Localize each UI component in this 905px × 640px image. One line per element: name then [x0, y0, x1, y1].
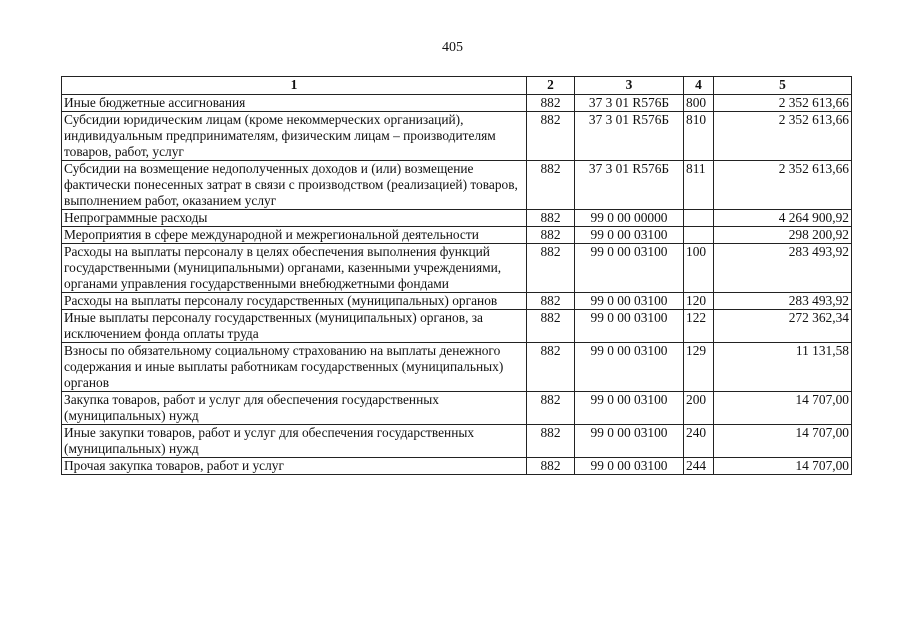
row-expense-type: 244 [684, 458, 714, 475]
row-admin-code: 882 [527, 343, 575, 392]
row-amount: 298 200,92 [714, 227, 852, 244]
row-description: Субсидии на возмещение недополученных доходов и (или) возмещение фактически понесенных затрат в связи с производством (реализацией) товаров, выполнением работ, оказанием услуг [62, 161, 527, 210]
row-expense-type: 129 [684, 343, 714, 392]
row-target-article: 99 0 00 03100 [575, 425, 684, 458]
row-description: Непрограммные расходы [62, 210, 527, 227]
table-row [62, 310, 852, 343]
row-amount: 283 493,92 [714, 244, 852, 293]
row-description: Иные закупки товаров, работ и услуг для обеспечения государственных (муниципальных) нужд [62, 425, 527, 458]
row-description: Закупка товаров, работ и услуг для обеспечения государственных (муниципальных) нужд [62, 392, 527, 425]
row-expense-type: 120 [684, 293, 714, 310]
row-admin-code: 882 [527, 293, 575, 310]
row-target-article: 99 0 00 03100 [575, 293, 684, 310]
table-body [62, 95, 852, 475]
table-row [62, 210, 852, 227]
budget-table [61, 76, 852, 475]
row-target-article: 99 0 00 03100 [575, 458, 684, 475]
row-admin-code: 882 [527, 425, 575, 458]
row-admin-code: 882 [527, 161, 575, 210]
row-description: Иные бюджетные ассигнования [62, 95, 527, 112]
header-col-1: 1 [62, 77, 527, 95]
row-amount: 14 707,00 [714, 425, 852, 458]
table-row [62, 244, 852, 293]
row-admin-code: 882 [527, 227, 575, 244]
row-amount: 14 707,00 [714, 458, 852, 475]
header-col-5: 5 [714, 77, 852, 95]
row-description: Субсидии юридическим лицам (кроме некоммерческих организаций), индивидуальным предпринимателям, физическим лицам – производителям товаров, работ, услуг [62, 112, 527, 161]
row-admin-code: 882 [527, 95, 575, 112]
row-amount: 2 352 613,66 [714, 161, 852, 210]
row-description: Взносы по обязательному социальному страхованию на выплаты денежного содержания и иные выплаты работникам государственных (муниципальных) органов [62, 343, 527, 392]
table-row [62, 112, 852, 161]
row-admin-code: 882 [527, 458, 575, 475]
row-amount: 11 131,58 [714, 343, 852, 392]
row-target-article: 99 0 00 00000 [575, 210, 684, 227]
table-row [62, 392, 852, 425]
table-row [62, 95, 852, 112]
row-expense-type: 240 [684, 425, 714, 458]
row-admin-code: 882 [527, 244, 575, 293]
table-row [62, 293, 852, 310]
row-target-article: 99 0 00 03100 [575, 227, 684, 244]
row-target-article: 99 0 00 03100 [575, 343, 684, 392]
row-description: Иные выплаты персоналу государственных (муниципальных) органов, за исключением фонда оплаты труда [62, 310, 527, 343]
header-col-4: 4 [684, 77, 714, 95]
row-amount: 272 362,34 [714, 310, 852, 343]
header-col-3: 3 [575, 77, 684, 95]
row-amount: 2 352 613,66 [714, 95, 852, 112]
header-col-2: 2 [527, 77, 575, 95]
row-target-article: 37 3 01 R576Б [575, 161, 684, 210]
row-amount: 2 352 613,66 [714, 112, 852, 161]
row-amount: 14 707,00 [714, 392, 852, 425]
row-amount: 283 493,92 [714, 293, 852, 310]
row-target-article: 37 3 01 R576Б [575, 112, 684, 161]
row-description: Прочая закупка товаров, работ и услуг [62, 458, 527, 475]
row-description: Расходы на выплаты персоналу в целях обеспечения выполнения функций государственными (муниципальными) органами, казенными учреждениями, органами управления государственными внебюджетными фондами [62, 244, 527, 293]
table-row [62, 161, 852, 210]
row-expense-type: 122 [684, 310, 714, 343]
row-expense-type: 810 [684, 112, 714, 161]
row-expense-type [684, 227, 714, 244]
row-expense-type: 800 [684, 95, 714, 112]
row-admin-code: 882 [527, 210, 575, 227]
table-row [62, 458, 852, 475]
page-number: 405 [442, 40, 463, 55]
table-row [62, 343, 852, 392]
row-target-article: 99 0 00 03100 [575, 392, 684, 425]
row-expense-type: 200 [684, 392, 714, 425]
row-expense-type [684, 210, 714, 227]
row-target-article: 37 3 01 R576Б [575, 95, 684, 112]
table-header-row [62, 77, 852, 95]
row-expense-type: 100 [684, 244, 714, 293]
row-description: Расходы на выплаты персоналу государственных (муниципальных) органов [62, 293, 527, 310]
row-description: Мероприятия в сфере международной и межрегиональной деятельности [62, 227, 527, 244]
table-row [62, 425, 852, 458]
row-admin-code: 882 [527, 112, 575, 161]
table-row [62, 227, 852, 244]
row-admin-code: 882 [527, 310, 575, 343]
row-expense-type: 811 [684, 161, 714, 210]
row-admin-code: 882 [527, 392, 575, 425]
row-amount: 4 264 900,92 [714, 210, 852, 227]
row-target-article: 99 0 00 03100 [575, 244, 684, 293]
row-target-article: 99 0 00 03100 [575, 310, 684, 343]
